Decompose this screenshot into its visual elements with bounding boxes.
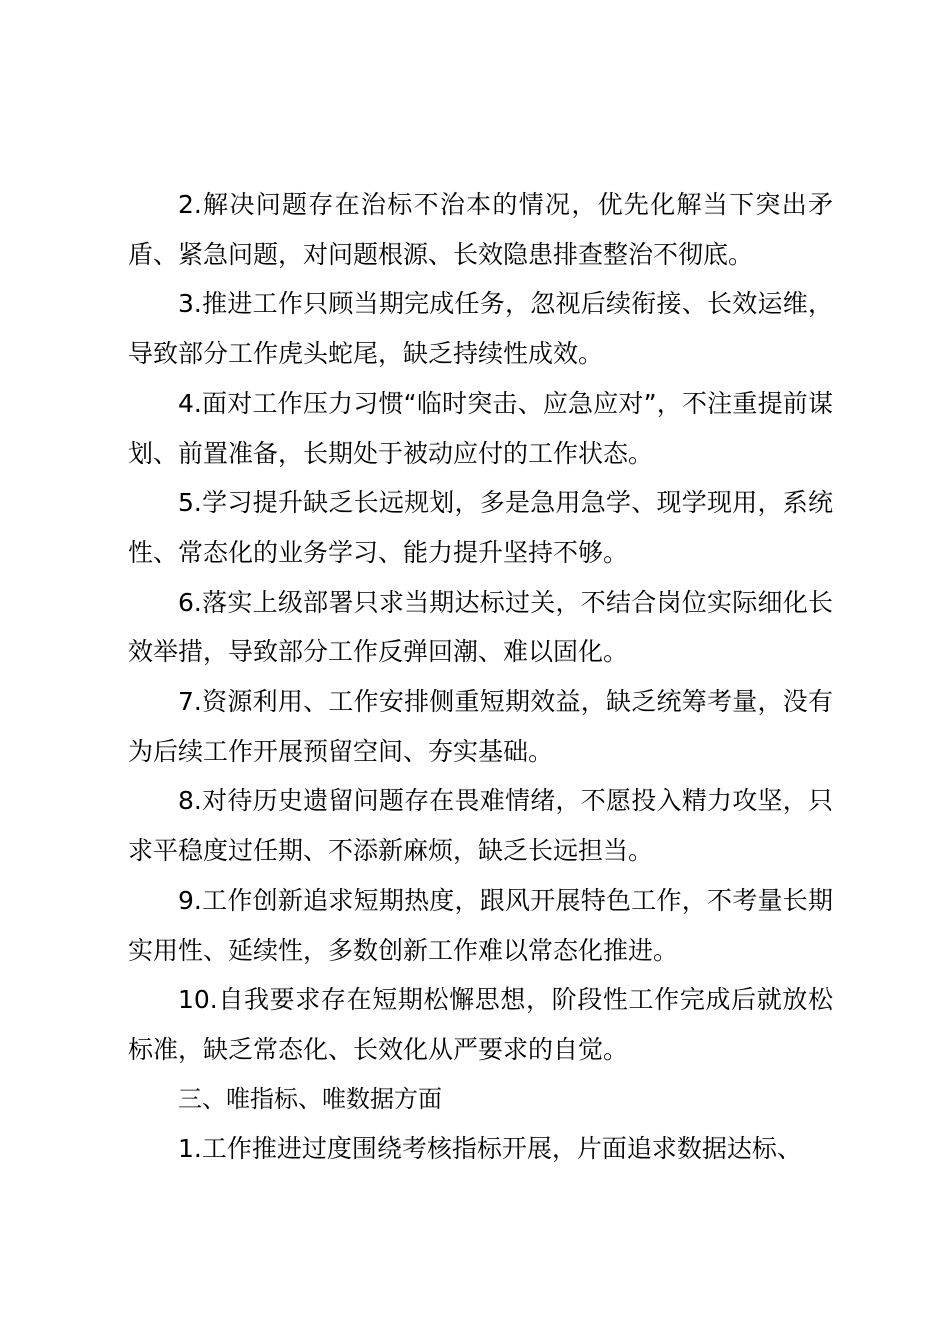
- paragraph-item-8: 8.对待历史遗留问题存在畏难情绪，不愿投入精力攻坚，只求平稳度过任期、不添新麻烦，缺乏长远担当。: [128, 786, 833, 866]
- paragraph-item-2: 2.解决问题存在治标不治本的情况，优先化解当下突出矛盾、紧急问题，对问题根源、长效隐患排查整治不彻底。: [128, 190, 833, 269]
- paragraph-item-5: 5.学习提升缺乏长远规划，多是急用急学、现学现用，系统性、常态化的业务学习、能力提升坚持不够。: [128, 488, 833, 567]
- paragraph-item-4: 4.面对工作压力习惯“临时突击、应急应对”，不注重提前谋划、前置准备，长期处于被动应付的工作状态。: [128, 388, 833, 468]
- paragraph-item-7: 7.资源利用、工作安排侧重短期效益，缺乏统筹考量，没有为后续工作开展预留空间、夯实基础。: [128, 687, 833, 766]
- paragraph-item-10: 10.自我要求存在短期松懈思想，阶段性工作完成后就放松标准，缺乏常态化、长效化从严要求的自觉。: [128, 985, 833, 1064]
- paragraph-item-6: 6.落实上级部署只求当期达标过关，不结合岗位实际细化长效举措，导致部分工作反弹回潮、难以固化。: [128, 587, 833, 667]
- paragraph-item-1: 1.工作推进过度围绕考核指标开展，片面追求数据达标、: [178, 1134, 802, 1164]
- paragraph-item-9: 9.工作创新追求短期热度，跟风开展特色工作，不考量长期实用性、延续性，多数创新工作难以常态化推进。: [128, 885, 833, 965]
- section-heading: 三、唯指标、唯数据方面: [178, 1084, 442, 1113]
- document-body: [128, 180, 833, 1174]
- paragraph-item-3: 3.推进工作只顾当期完成任务，忽视后续衔接、长效运维，导致部分工作虎头蛇尾，缺乏持续性成效。: [128, 289, 833, 369]
